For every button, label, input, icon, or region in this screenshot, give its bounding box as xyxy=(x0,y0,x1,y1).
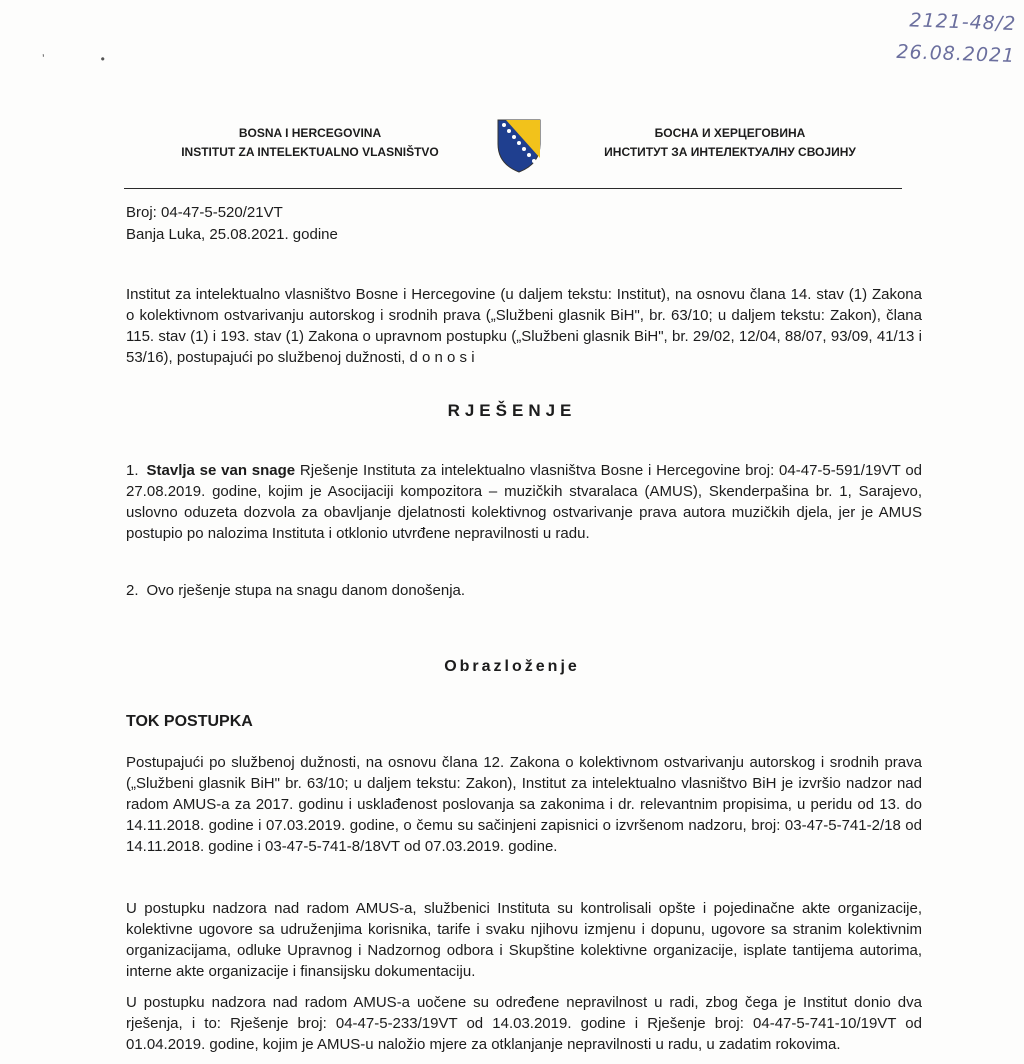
reasoning-title: Obrazloženje xyxy=(444,658,580,675)
handwritten-annotation xyxy=(896,4,1017,72)
header-country-latin: BOSNA I HERCEGOVINA xyxy=(238,126,382,140)
item-emphasis: Stavlja se van snage xyxy=(146,462,296,479)
item-text: Ovo rješenje stupa na snagu danom donošenja. xyxy=(146,582,466,599)
header-divider xyxy=(124,188,902,189)
decision-item-1 xyxy=(126,460,922,544)
scan-specks: ʼ • xyxy=(42,52,105,66)
header-institute-latin: INSTITUT ZA INTELEKTUALNO VLASNIŠTVO xyxy=(181,145,439,159)
item-text: Rješenje Instituta za intelektualno vlasništva Bosne i Hercegovine broj: 04-47-5-591/19VT od 27.08.2019. godine, kojim je Asocijaciji kompozitora – muzičkih stvaralaca (AMUS), Skenderpašina br. 1, Sarajevo, uslovno oduzeta dozvola za obavljanje djelatnosti kolektivnog ostvarivanje prava autora muzičkih djela, jer je AMUS postupio po nalozima Instituta i otklonio utvrđene nepravilnosti u radu. xyxy=(126,462,922,542)
header-latin xyxy=(160,124,460,162)
header-institute-cyrillic: ИНСТИТУТ ЗА ИНТЕЛЕКТУАЛНУ СВОЈИНУ xyxy=(604,145,856,159)
preamble-paragraph: Institut za intelektualno vlasništvo Bosne i Hercegovine (u daljem tekstu: Institut), na osnovu člana 14. stav (1) Zakona o kolektivnom ostvarivanju autorskog i srodnih prava („Službeni glasnik BiH", br. 63/10; u daljem tekstu: Zakon), člana 115. stav (1) i 193. stav (1) Zakona o upravnom postupku („Službeni glasnik BiH", br. 29/02, 12/04, 88/07, 93/09, 41/13 i 53/16), postupajući po službenoj dužnosti, d o n o s i xyxy=(126,286,922,366)
annotation-date: 26.08.2021 xyxy=(896,40,1016,68)
procedure-paragraph-3: U postupku nadzora nad radom AMUS-a uočene su određene nepravilnost u radi, zbog čega je Institut donio dva rješenja, i to: Rješenje broj: 04-47-5-233/19VT od 14.03.2019. godine i Rješenje broj: 04-47-5-741-10/19VT od 01.04.2019. godine, kojim je AMUS-u naložio mjere za otklanjanje nepravilnosti u radu, u zadatim rokovima. xyxy=(126,994,922,1053)
annotation-registry-number: 2121-48/2 xyxy=(909,9,1017,36)
item-number: 1. xyxy=(126,462,139,479)
procedure-title: TOK POSTUPKA xyxy=(126,713,253,730)
header-country-cyrillic: БОСНА И ХЕРЦЕГОВИНА xyxy=(654,126,806,140)
reference-number: Broj: 04-47-5-520/21VT xyxy=(126,204,283,221)
decision-item-2 xyxy=(126,580,922,601)
item-number: 2. xyxy=(126,582,139,599)
procedure-paragraph-1: Postupajući po službenoj dužnosti, na osnovu člana 12. Zakona o kolektivnom ostvarivanju autorskog i srodnih prava („Službeni glasnik BiH" br. 63/10; u daljem tekstu: Zakon), Institut za intelektualno vlasništvo BiH je izvršio nadzor nad radom AMUS-a za 2017. godinu i usklađenost poslovanja sa zakonima i dr. relevantnim propisima, u peridu od 13. do 14.11.2018. godine i 07.03.2019. godine, o čemu su sačinjeni zapisnici o izvršenom nadzoru, broj: 03-47-5-741-2/18 od 14.11.2018. godine i 03-47-5-741-8/18VT od 07.03.2019. godine. xyxy=(126,754,922,855)
header-cyrillic xyxy=(560,124,900,162)
procedure-paragraph-2: U postupku nadzora nad radom AMUS-a, službenici Instituta su kontrolisali opšte i pojedinačne akte organizacije, kolektivne ugovore sa udruženjima korisnika, tarife i svaku njihovu izmjenu i dopunu, ugovore sa stranim kolektivnim organizacijama, odluke Upravnog i Nadzornog odbora i Skupštine kolektivne organizacije, isplate tantijema autorima, interne akte organizacije i finansijsku dokumentaciju. xyxy=(126,900,922,980)
decision-title: RJEŠENJE xyxy=(447,401,577,420)
bih-coat-of-arms-icon xyxy=(494,118,544,174)
place-and-date: Banja Luka, 25.08.2021. godine xyxy=(126,226,338,243)
